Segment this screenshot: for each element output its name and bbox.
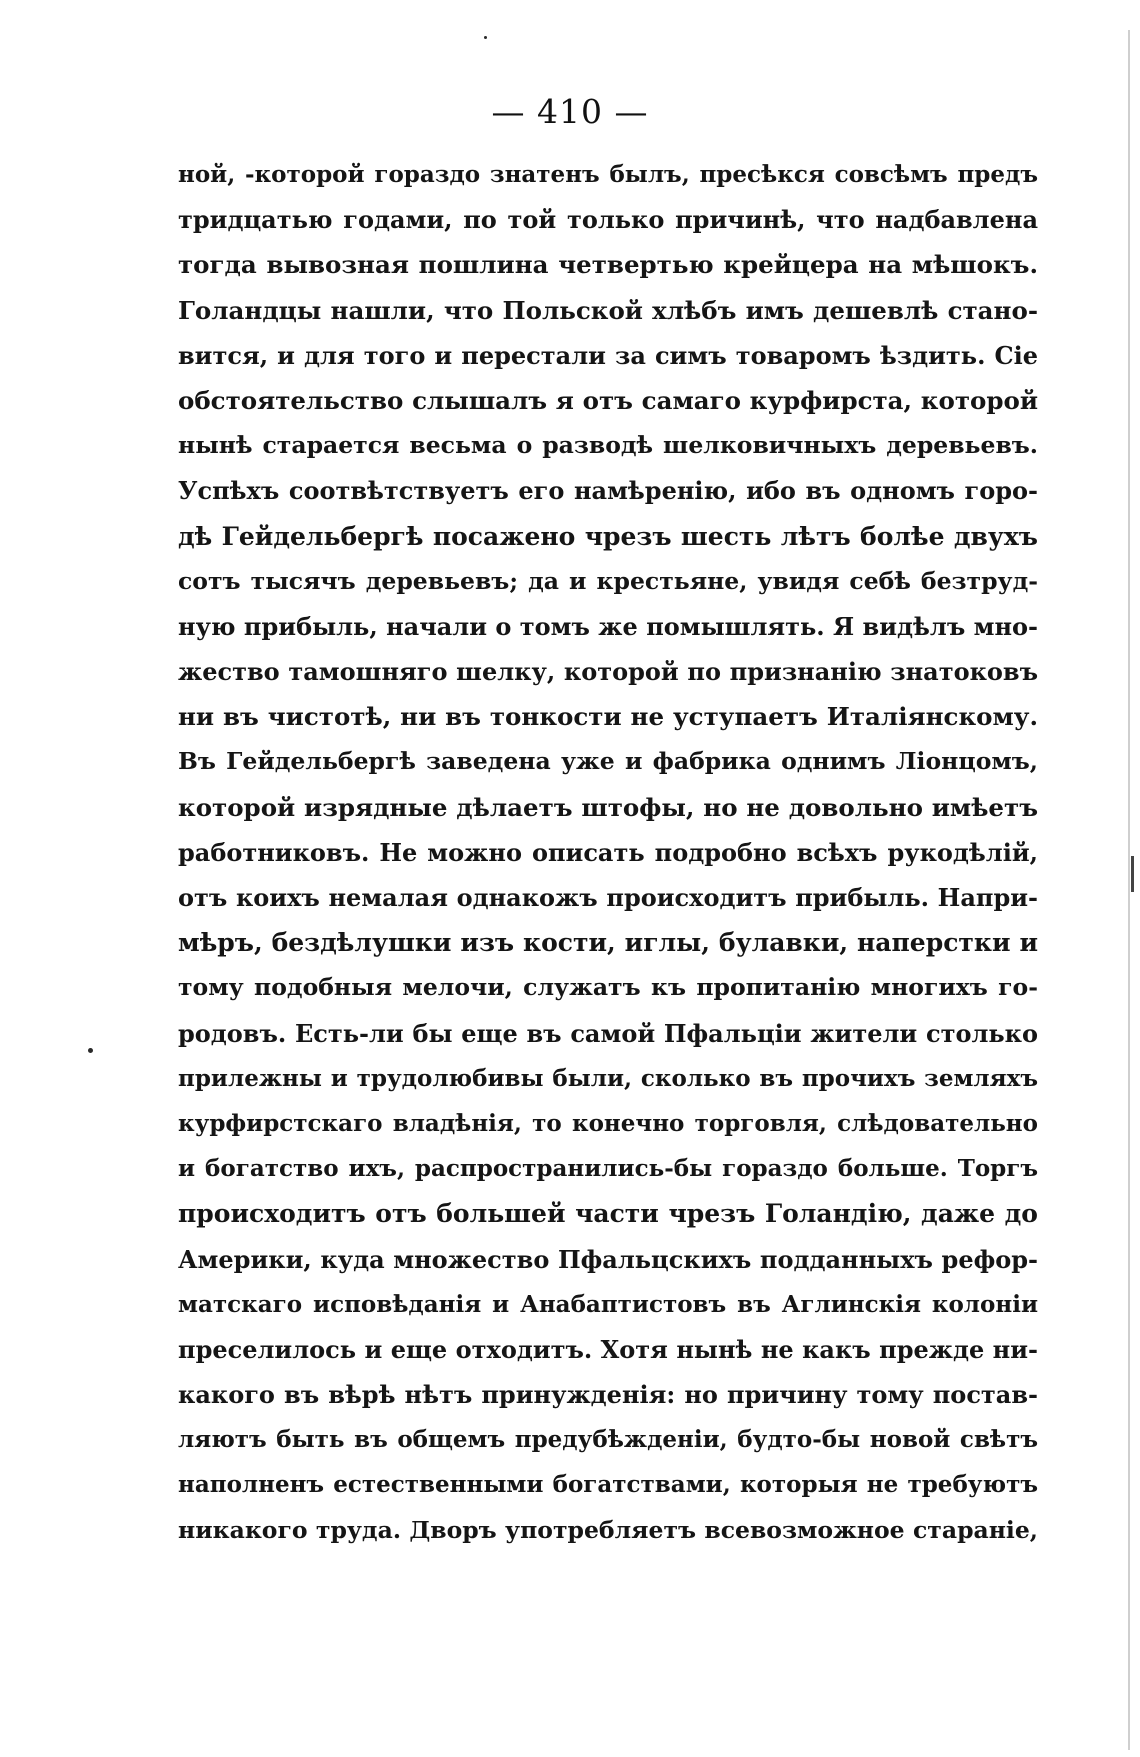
text-line: курфирстскаго владѣнія, то конечно торговля, слѣдовательно — [178, 1109, 1038, 1137]
text-line: вится, и для того и перестали за симъ товаромъ ѣздить. Сіе — [178, 340, 1038, 370]
text-line: Успѣхъ соотвѣтствуетъ его намѣренію, ибо въ одномъ горо- — [178, 476, 1038, 506]
ink-speck — [88, 1048, 93, 1053]
scan-edge-mark — [1131, 856, 1134, 892]
text-line: которой изрядные дѣлаетъ штофы, но не довольно имѣетъ — [178, 792, 1038, 822]
text-line: Въ Гейдельбергѣ заведена уже и фабрика однимъ Ліонцомъ, — [178, 747, 1038, 776]
text-line: прилежны и трудолюбивы были, сколько въ прочихъ земляхъ — [178, 1064, 1038, 1092]
text-line: ной, -которой гораздо знатенъ былъ, пресѣкся совсѣмъ предъ — [178, 161, 1038, 188]
text-line: жество тамошняго шелку, которой по признанію знатоковъ — [178, 657, 1038, 687]
text-line: преселилось и еще отходитъ. Хотя нынѣ не какъ прежде ни- — [178, 1334, 1038, 1364]
text-line: ляютъ быть въ общемъ предубѣжденіи, будто-бы новой свѣтъ — [178, 1426, 1038, 1454]
text-line: обстоятельство слышалъ я отъ самаго курфирста, которой — [178, 385, 1038, 415]
text-line: наполненъ естественными богатствами, которыя не требуютъ — [178, 1471, 1038, 1499]
text-line: никакого труда. Дворъ употребляетъ всевозможное стараніе, — [178, 1515, 1038, 1544]
text-line: мѣръ, бездѣлушки изъ кости, иглы, булавки, наперстки и — [178, 928, 1038, 958]
text-line: дѣ Гейдельбергѣ посажено чрезъ шесть лѣтъ болѣе двухъ — [178, 521, 1038, 551]
text-line: матскаго исповѣданія и Анабаптистовъ въ Аглинскія колоніи — [178, 1290, 1038, 1318]
page-number: — 410 — — [491, 92, 649, 131]
text-line: нынѣ старается весьма о разводѣ шелковичныхъ деревьевъ. — [178, 431, 1038, 460]
text-line: сотъ тысячъ деревьевъ; да и крестьяне, увидя себѣ безтруд- — [178, 566, 1038, 595]
text-line: родовъ. Есть-ли бы еще въ самой Пфальціи жители столько — [178, 1018, 1038, 1048]
text-line: тогда вывозная пошлина четвертью крейцера на мѣшокъ. — [178, 250, 1038, 280]
text-line: Америки, куда множество Пфальцскихъ подданныхъ рефор- — [178, 1244, 1038, 1274]
text-line: отъ коихъ немалая однакожъ происходитъ прибыль. Напри- — [178, 883, 1038, 912]
text-line: тому подобныя мелочи, служатъ къ пропитанію многихъ го- — [178, 973, 1038, 1002]
text-line: какого въ вѣрѣ нѣтъ принужденія: но причину тому постав- — [178, 1380, 1038, 1410]
page-edge-shadow — [1128, 30, 1130, 1750]
text-line: ни въ чистотѣ, ни въ тонкости не уступаетъ Италіянскому. — [178, 702, 1038, 732]
text-line: работниковъ. Не можно описать подробно всѣхъ рукодѣлій, — [178, 837, 1038, 867]
body-text — [178, 152, 1038, 1553]
text-line: и богатство ихъ, распространились-бы гораздо больше. Торгъ — [178, 1155, 1038, 1183]
text-line: тридцатью годами, по той только причинѣ, что надбавлена — [178, 205, 1038, 235]
text-line: ную прибыль, начали о томъ же помышлять. Я видѣлъ мно- — [178, 611, 1038, 641]
ink-speck — [484, 36, 487, 39]
text-line: Голандцы нашли, что Польской хлѣбъ имъ дешевлѣ стано- — [178, 295, 1038, 325]
text-line: происходитъ отъ большей части чрезъ Голандію, даже до — [178, 1199, 1038, 1229]
